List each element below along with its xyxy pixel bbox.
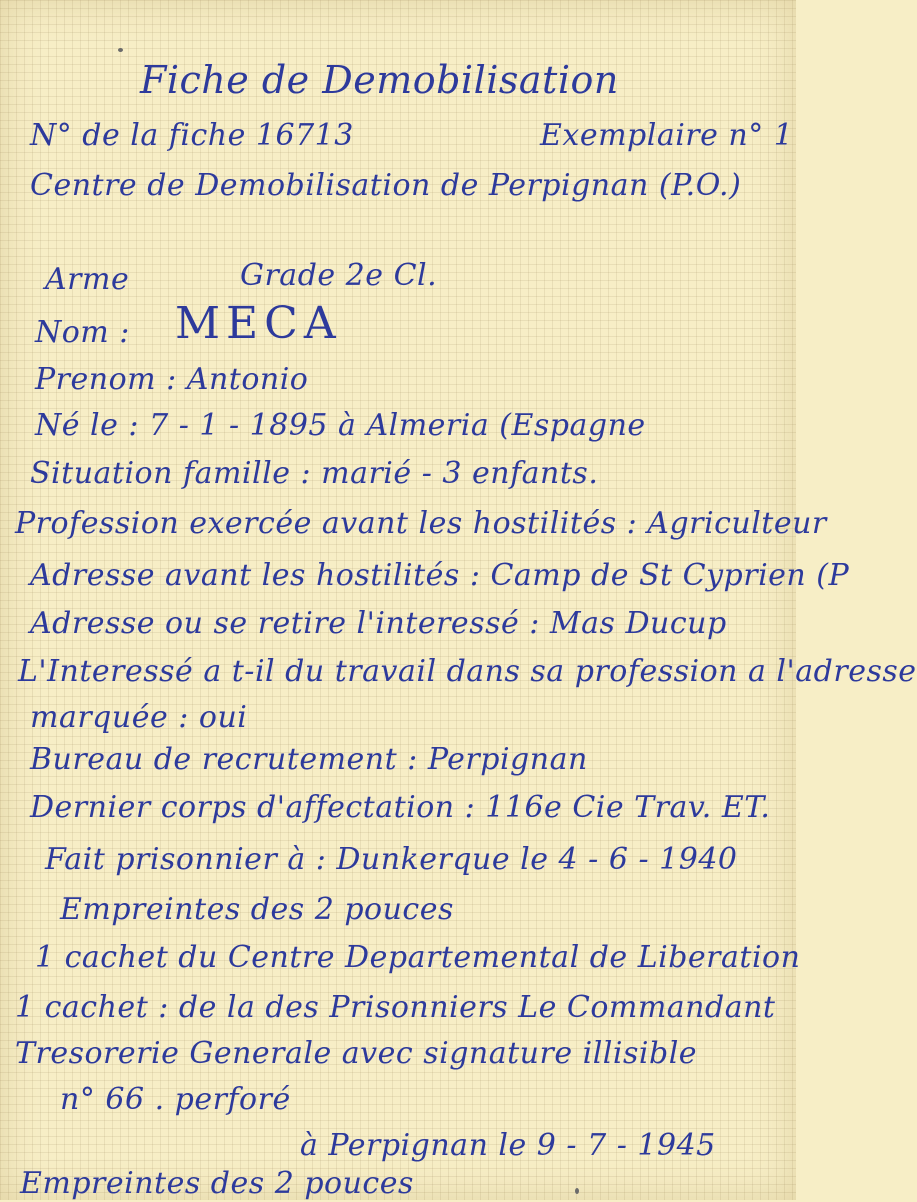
centre-demobilisation: Centre de Demobilisation de Perpignan (P.O.) (30, 168, 742, 203)
birth-field: Né le : 7 - 1 - 1895 à Almeria (Espagne (35, 408, 646, 443)
nom-value: MECA (175, 298, 342, 349)
travail-question-line-1: L'Interessé a t-il du travail dans sa profession a l'adresse (18, 654, 917, 689)
prisonnier-field: Fait prisonnier à : Dunkerque le 4 - 6 - 1940 (45, 842, 738, 877)
empreintes-line-2: Empreintes des 2 pouces (20, 1166, 414, 1201)
adresse-avant-field: Adresse avant les hostilités : Camp de St Cyprien (P (30, 558, 850, 593)
document-title: Fiche de Demobilisation (140, 58, 619, 102)
ink-speck (118, 48, 123, 52)
numero-perfore-line: n° 66 . perforé (60, 1082, 291, 1117)
ink-speck (575, 1188, 579, 1194)
arme-field: Arme (45, 262, 130, 297)
situation-famille-field: Situation famille : marié - 3 enfants. (30, 456, 599, 491)
empreintes-line-1: Empreintes des 2 pouces (60, 892, 454, 927)
exemplaire-number: Exemplaire n° 1 (540, 118, 794, 153)
cachet-line-2: 1 cachet : de la des Prisonniers Le Commandant (15, 990, 776, 1025)
lieu-date-line: à Perpignan le 9 - 7 - 1945 (300, 1128, 716, 1163)
nom-label: Nom : (35, 315, 130, 350)
dernier-corps-field: Dernier corps d'affectation : 116e Cie Trav. ET. (30, 790, 771, 825)
travail-question-line-2: marquée : oui (30, 700, 248, 735)
profession-field: Profession exercée avant les hostilités : Agriculteur (15, 506, 827, 541)
grade-field: Grade 2e Cl. (240, 258, 438, 293)
adresse-retire-field: Adresse ou se retire l'interessé : Mas Ducup (30, 606, 727, 641)
bureau-recrutement-field: Bureau de recrutement : Perpignan (30, 742, 588, 777)
fiche-number: N° de la fiche 16713 (30, 118, 354, 153)
prenom-field: Prenom : Antonio (35, 362, 309, 397)
tresorerie-line: Tresorerie Generale avec signature illisible (15, 1036, 698, 1071)
cachet-line-1: 1 cachet du Centre Departemental de Liberation (35, 940, 801, 975)
